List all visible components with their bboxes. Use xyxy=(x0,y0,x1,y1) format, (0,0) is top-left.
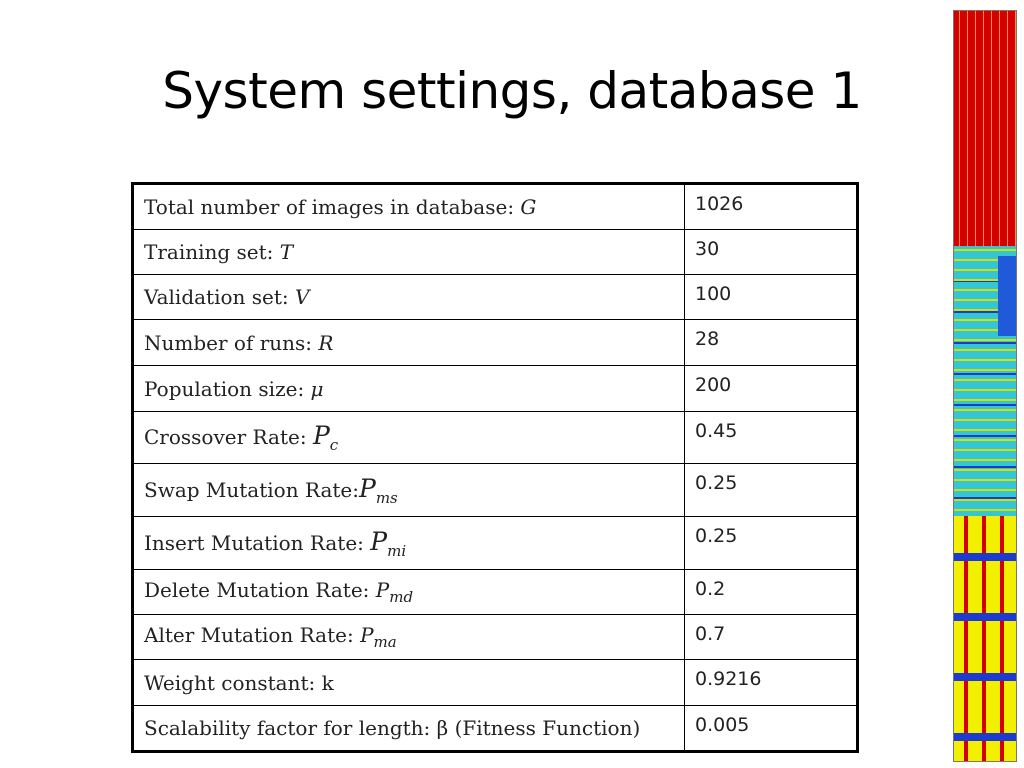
setting-value: 100 xyxy=(685,275,858,320)
table-row xyxy=(133,184,858,230)
setting-symbol: $P_{mi}$ xyxy=(370,526,407,560)
table-row xyxy=(133,320,858,366)
decorative-color-strip xyxy=(953,10,1017,762)
setting-label: Total number of images in database: G xyxy=(133,184,685,230)
setting-label: Validation set: V xyxy=(133,275,685,320)
setting-value: 200 xyxy=(685,366,858,412)
setting-value: 0.25 xyxy=(685,517,858,570)
setting-label: Delete Mutation Rate: $P_{md}$ xyxy=(133,570,685,615)
table-row xyxy=(133,366,858,412)
table-row xyxy=(133,464,858,517)
yellow-stripe-segment xyxy=(954,516,1016,762)
table-row xyxy=(133,412,858,464)
setting-label: Scalability factor for length: β (Fitness Function) xyxy=(133,706,685,752)
setting-symbol: V xyxy=(295,285,310,309)
setting-value: 0.45 xyxy=(685,412,858,464)
setting-value: 0.25 xyxy=(685,464,858,517)
setting-label: Weight constant: k xyxy=(133,660,685,706)
setting-symbol: $P_c$ xyxy=(312,421,339,454)
setting-symbol: G xyxy=(520,195,537,219)
setting-value: 0.9216 xyxy=(685,660,858,706)
setting-value: 0.005 xyxy=(685,706,858,752)
setting-value: 1026 xyxy=(685,184,858,230)
setting-label: Number of runs: R xyxy=(133,320,685,366)
setting-label: Alter Mutation Rate: $P_{ma}$ xyxy=(133,615,685,660)
table-row xyxy=(133,660,858,706)
table-row xyxy=(133,230,858,275)
slide-title: System settings, database 1 xyxy=(162,62,862,120)
table-row xyxy=(133,570,858,615)
red-stripe-segment xyxy=(954,11,1016,246)
setting-symbol: R xyxy=(318,330,334,355)
setting-label: Population size: μ xyxy=(133,366,685,412)
setting-symbol: $P_{md}$ xyxy=(375,578,414,606)
setting-symbol: $P_{ms}$ xyxy=(359,473,398,507)
cyan-stripe-segment xyxy=(954,246,1016,516)
setting-label: Swap Mutation $Rate:P_{ms}$ xyxy=(133,464,685,517)
table-row xyxy=(133,517,858,570)
setting-value: 28 xyxy=(685,320,858,366)
blue-block xyxy=(998,256,1016,336)
table-row xyxy=(133,706,858,752)
setting-label: Training set: T xyxy=(133,230,685,275)
settings-table xyxy=(131,182,859,753)
table-row xyxy=(133,275,858,320)
table-row xyxy=(133,615,858,660)
setting-value: 0.7 xyxy=(685,615,858,660)
setting-symbol: $P_{ma}$ xyxy=(360,623,397,651)
setting-symbol: μ xyxy=(310,376,324,401)
setting-value: 0.2 xyxy=(685,570,858,615)
setting-label: Crossover Rate: $P_c$ xyxy=(133,412,685,464)
setting-label: Insert Mutation Rate: $P_{mi}$ xyxy=(133,517,685,570)
setting-value: 30 xyxy=(685,230,858,275)
setting-symbol: T xyxy=(279,240,294,264)
